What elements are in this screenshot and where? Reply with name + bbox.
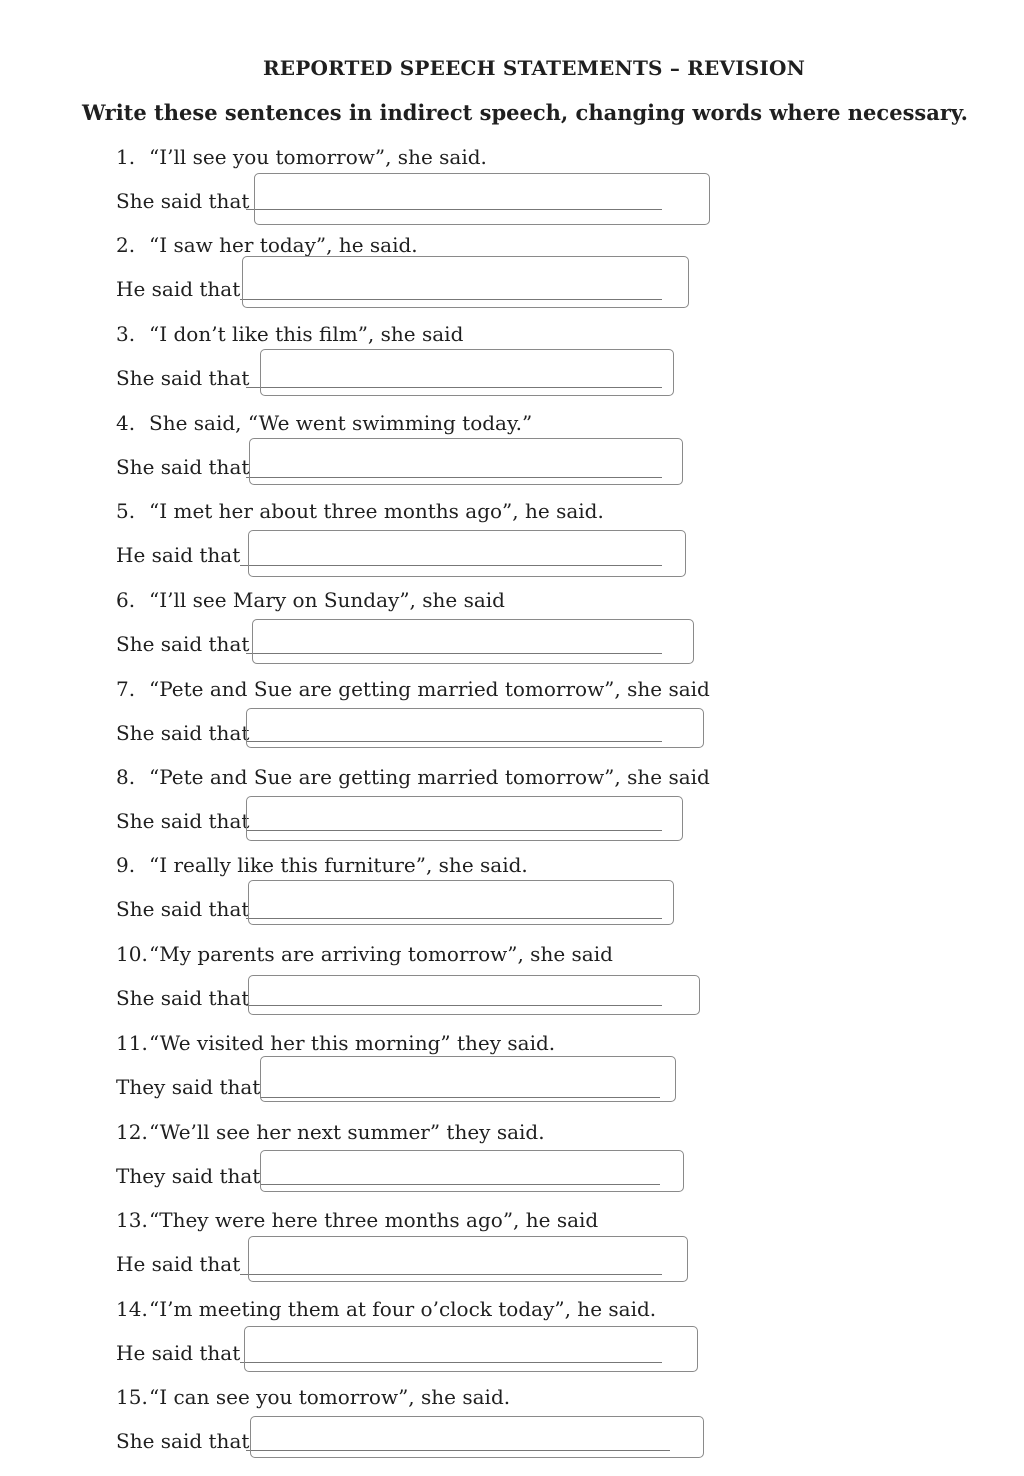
exercise-item	[116, 233, 736, 321]
exercise-prompt	[116, 677, 710, 701]
quote-text: “They were here three months ago”, he said	[149, 1208, 599, 1232]
exercise-prompt	[116, 1208, 598, 1232]
quote-text: “My parents are arriving tomorrow”, she said	[149, 942, 613, 966]
exercise-item	[116, 588, 736, 676]
answer-input[interactable]	[249, 438, 683, 485]
item-number: 2.	[116, 233, 136, 257]
quote-text: “We’ll see her next summer” they said.	[149, 1120, 545, 1144]
item-number: 13.	[116, 1208, 148, 1232]
exercise-prompt	[116, 322, 463, 346]
answer-input[interactable]	[260, 1150, 684, 1192]
quote-text: “I can see you tomorrow”, she said.	[149, 1385, 511, 1409]
exercise-item	[116, 942, 736, 1030]
answer-lead: She said that	[116, 632, 250, 656]
quote-text: “I’ll see you tomorrow”, she said.	[149, 145, 487, 169]
exercise-item	[116, 499, 736, 587]
item-number: 7.	[116, 677, 136, 701]
answer-input[interactable]	[246, 796, 683, 841]
answer-lead: He said that	[116, 277, 241, 301]
answer-lead: He said that	[116, 1252, 241, 1276]
exercise-item	[116, 1208, 736, 1296]
exercise-prompt	[116, 853, 528, 877]
item-number: 9.	[116, 853, 136, 877]
quote-text: “We visited her this morning” they said.	[149, 1031, 556, 1055]
exercise-item	[116, 1297, 736, 1385]
exercise-prompt	[116, 765, 710, 789]
answer-lead: She said that	[116, 455, 250, 479]
answer-lead: They said that	[116, 1164, 261, 1188]
answer-input[interactable]	[244, 1326, 698, 1372]
exercise-prompt	[116, 1120, 545, 1144]
exercise-prompt	[116, 1031, 555, 1055]
exercise-item	[116, 322, 736, 410]
answer-lead: He said that	[116, 543, 241, 567]
quote-text: “I’m meeting them at four o’clock today”, he said.	[149, 1297, 657, 1321]
page-title: REPORTED SPEECH STATEMENTS – REVISION	[262, 56, 806, 80]
exercise-item	[116, 145, 736, 233]
item-number: 6.	[116, 588, 136, 612]
answer-lead: She said that	[116, 897, 250, 921]
answer-lead: They said that	[116, 1075, 261, 1099]
exercise-item	[116, 1031, 736, 1119]
quote-text: “I’ll see Mary on Sunday”, she said	[149, 588, 505, 612]
exercise-item	[116, 1120, 736, 1208]
answer-lead: She said that	[116, 189, 250, 213]
answer-lead: She said that	[116, 721, 250, 745]
quote-text: “Pete and Sue are getting married tomorrow”, she said	[149, 677, 710, 701]
quote-text: “I don’t like this film”, she said	[149, 322, 464, 346]
exercise-item	[116, 411, 736, 499]
answer-input[interactable]	[260, 1056, 676, 1102]
exercise-prompt	[116, 942, 613, 966]
exercise-item	[116, 1385, 736, 1473]
exercise-prompt	[116, 145, 487, 169]
quote-text: “Pete and Sue are getting married tomorrow”, she said	[149, 765, 710, 789]
answer-lead: He said that	[116, 1341, 241, 1365]
item-number: 8.	[116, 765, 136, 789]
exercise-prompt	[116, 233, 418, 257]
answer-input[interactable]	[242, 256, 689, 308]
answer-input[interactable]	[248, 530, 686, 577]
answer-lead: She said that	[116, 809, 250, 833]
item-number: 5.	[116, 499, 136, 523]
answer-input[interactable]	[248, 880, 674, 925]
quote-text: She said, “We went swimming today.”	[149, 411, 533, 435]
item-number: 11.	[116, 1031, 148, 1055]
exercise-prompt	[116, 1297, 656, 1321]
answer-lead: She said that	[116, 986, 250, 1010]
answer-input[interactable]	[248, 1236, 688, 1282]
answer-input[interactable]	[248, 975, 700, 1015]
quote-text: “I really like this furniture”, she said.	[149, 853, 528, 877]
exercise-item	[116, 677, 736, 765]
item-number: 12.	[116, 1120, 148, 1144]
exercise-prompt	[116, 411, 532, 435]
answer-input[interactable]	[252, 619, 694, 664]
answer-input[interactable]	[246, 708, 704, 748]
exercise-prompt	[116, 588, 505, 612]
exercise-item	[116, 765, 736, 853]
exercise-item	[116, 853, 736, 941]
instructions: Write these sentences in indirect speech, changing words where necessary.	[82, 100, 968, 125]
answer-input[interactable]	[254, 173, 710, 225]
answer-input[interactable]	[250, 1416, 704, 1458]
item-number: 1.	[116, 145, 136, 169]
item-number: 4.	[116, 411, 136, 435]
quote-text: “I met her about three months ago”, he said.	[149, 499, 604, 523]
answer-lead: She said that	[116, 1429, 250, 1453]
quote-text: “I saw her today”, he said.	[149, 233, 418, 257]
item-number: 14.	[116, 1297, 148, 1321]
item-number: 10.	[116, 942, 148, 966]
item-number: 3.	[116, 322, 136, 346]
item-number: 15.	[116, 1385, 148, 1409]
answer-input[interactable]	[260, 349, 674, 396]
exercise-prompt	[116, 499, 604, 523]
exercise-prompt	[116, 1385, 510, 1409]
answer-lead: She said that	[116, 366, 250, 390]
